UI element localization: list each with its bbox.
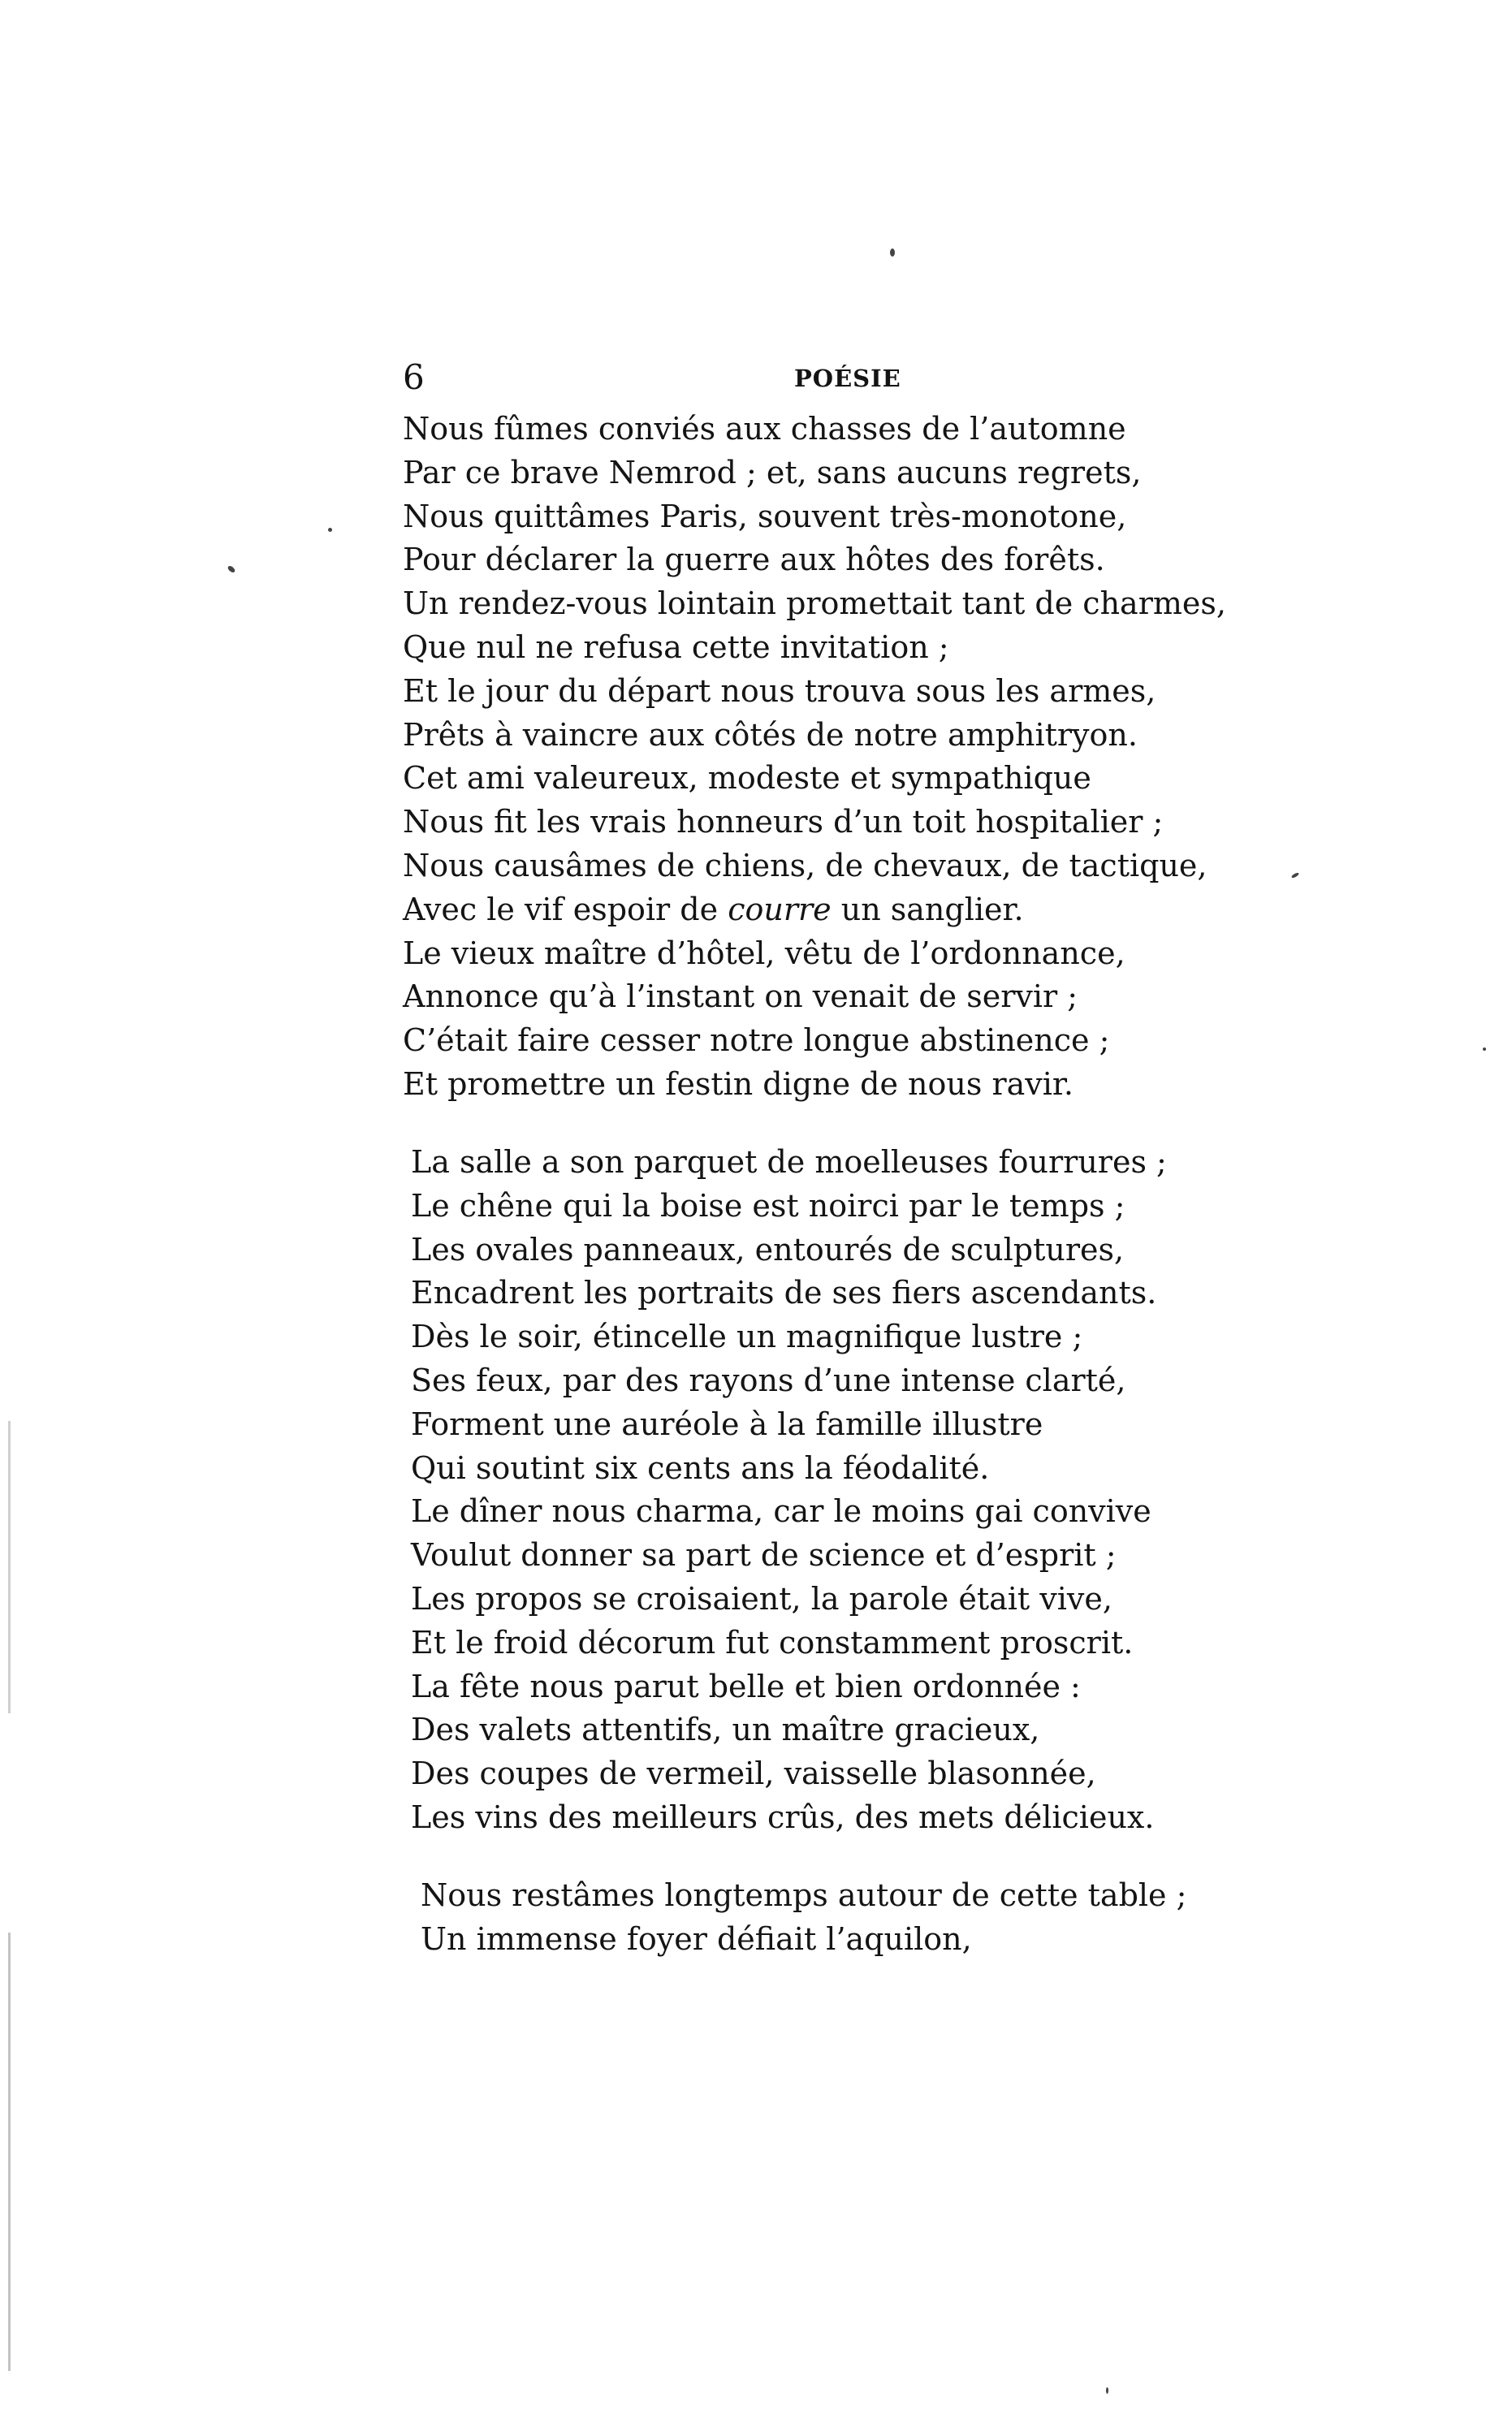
- stanza-2: [411, 1141, 1223, 1840]
- verse-line: Des coupes de vermeil, vaisselle blasonnée,: [411, 1756, 1096, 1792]
- verse-line: Nous quittâmes Paris, souvent très-monotone,: [403, 498, 1127, 534]
- scan-speck: [227, 564, 236, 573]
- verse-line: Le chêne qui la boise est noirci par le temps ;: [411, 1187, 1125, 1224]
- verse-line: Forment une auréole à la famille illustre: [411, 1406, 1043, 1442]
- verse-line: Le dîner nous charma, car le moins gai convive: [411, 1493, 1151, 1530]
- verse-line: Annonce qu’à l’instant on venait de servir ;: [403, 978, 1078, 1015]
- verse-line: Ses feux, par des rayons d’une intense clarté,: [411, 1362, 1126, 1398]
- stanza-1: [403, 408, 1226, 1107]
- verse-line: Et promettre un festin digne de nous ravir.: [403, 1065, 1074, 1102]
- verse-line: Encadrent les portraits de ses fiers ascendants.: [411, 1275, 1157, 1311]
- verse-fragment: un sanglier.: [840, 891, 1024, 927]
- scan-speck: [1106, 2387, 1108, 2394]
- scan-speck: [890, 248, 895, 257]
- scan-speck: [328, 528, 332, 532]
- verse-line: Un rendez-vous lointain promettait tant de charmes,: [403, 585, 1226, 622]
- verse-line: Les vins des meilleurs crûs, des mets délicieux.: [411, 1799, 1155, 1835]
- verse-line: Des valets attentifs, un maître gracieux,: [411, 1712, 1040, 1748]
- verse-line: Nous fit les vrais honneurs d’un toit hospitalier ;: [403, 804, 1164, 840]
- verse-line: Cet ami valeureux, modeste et sympathique: [403, 760, 1091, 797]
- verse-line: Voulut donner sa part de science et d’esprit ;: [411, 1537, 1117, 1574]
- binding-shadow: [8, 1933, 11, 2371]
- scan-speck: [1483, 1047, 1486, 1051]
- verse-line: La fête nous parut belle et bien ordonnée :: [411, 1668, 1081, 1704]
- verse-line: Les propos se croisaient, la parole était vive,: [411, 1580, 1112, 1617]
- running-head: POÉSIE: [794, 365, 901, 392]
- verse-line: Prêts à vaincre aux côtés de notre amphitryon.: [403, 716, 1138, 753]
- binding-shadow: [8, 1421, 11, 1713]
- page-number: 6: [403, 357, 425, 397]
- verse-line: Qui soutint six cents ans la féodalité.: [411, 1449, 990, 1486]
- stanza-3: [421, 1874, 1233, 1962]
- verse-fragment: Avec le vif espoir de: [403, 891, 719, 927]
- verse-line: Le vieux maître d’hôtel, vêtu de l’ordonnance,: [403, 935, 1125, 971]
- scan-speck: [1291, 872, 1300, 879]
- verse-line: Pour déclarer la guerre aux hôtes des forêts.: [403, 542, 1105, 578]
- verse-line: Et le jour du départ nous trouva sous les armes,: [403, 672, 1156, 709]
- verse-line: Nous causâmes de chiens, de chevaux, de tactique,: [403, 847, 1207, 883]
- verse-line: Les ovales panneaux, entourés de sculptures,: [411, 1231, 1125, 1268]
- italic-word: courre: [728, 891, 832, 927]
- verse-line: Un immense foyer défiait l’aquilon,: [421, 1920, 972, 1957]
- verse-line: Dès le soir, étincelle un magnifique lustre ;: [411, 1319, 1083, 1355]
- verse-line: La salle a son parquet de moelleuses fourrures ;: [411, 1144, 1167, 1180]
- verse-line: Nous restâmes longtemps autour de cette table ;: [421, 1877, 1187, 1913]
- verse-line: Et le froid décorum fut constamment proscrit.: [411, 1624, 1134, 1661]
- verse-line: Par ce brave Nemrod ; et, sans aucuns regrets,: [403, 454, 1142, 490]
- verse-line: Que nul ne refusa cette invitation ;: [403, 628, 949, 665]
- verse-line: [403, 888, 1215, 932]
- verse-line: Nous fûmes conviés aux chasses de l’automne: [403, 411, 1126, 447]
- verse-line: C’était faire cesser notre longue abstinence ;: [403, 1022, 1110, 1059]
